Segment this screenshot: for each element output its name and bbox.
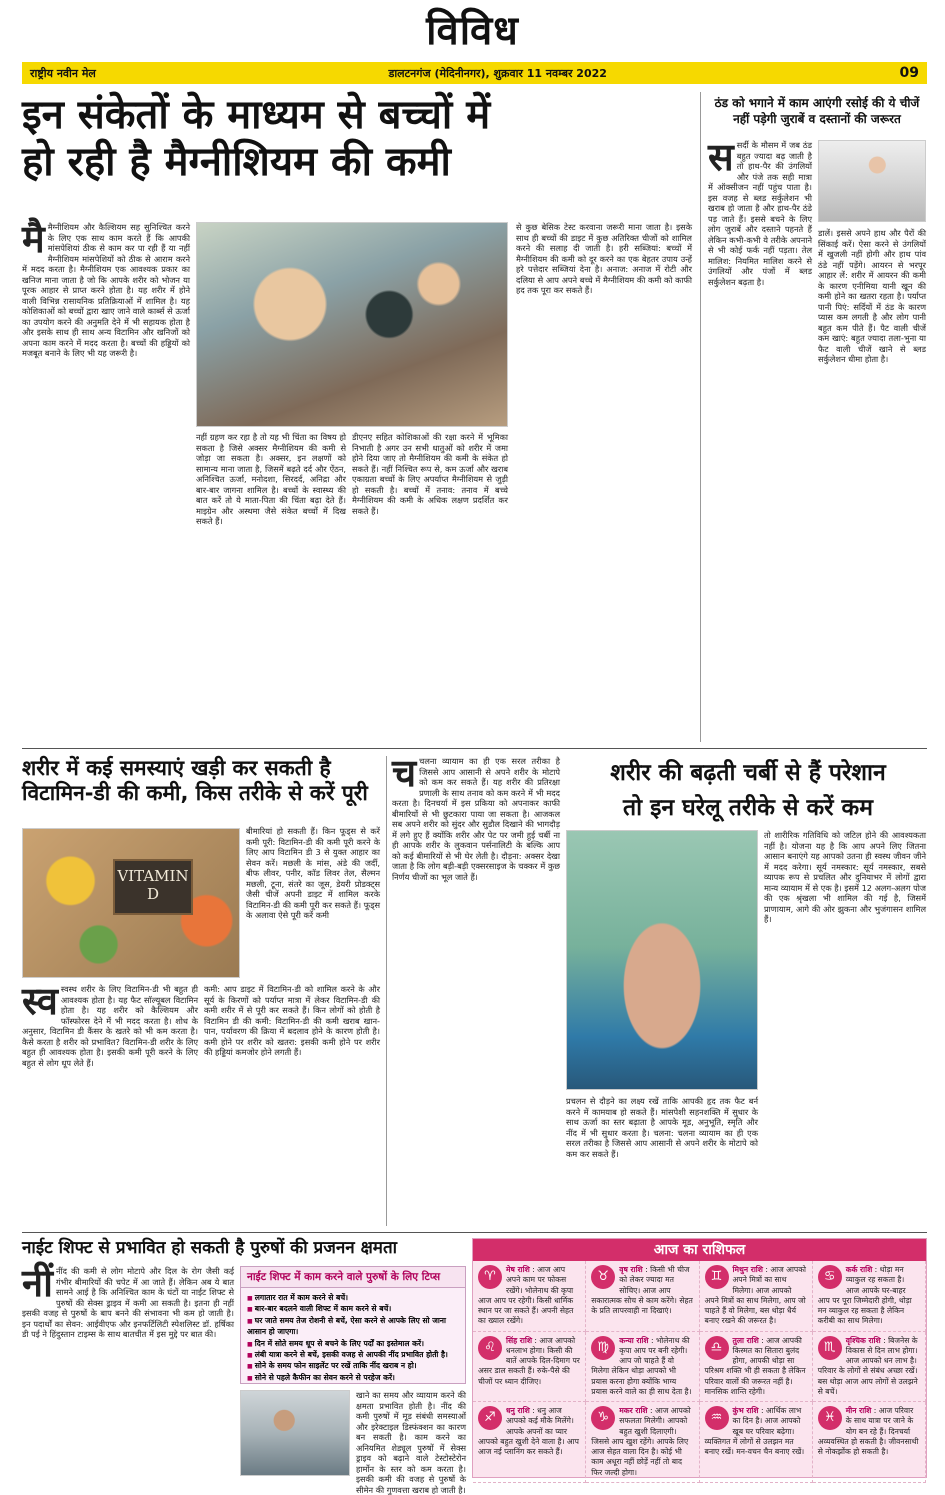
rashifal-title: आज का राशिफल [473, 1239, 926, 1261]
dropcap: नीं [22, 1260, 53, 1305]
magnesium-headline-line1: इन संकेतों के माध्यम से बच्चों में [22, 92, 491, 138]
rashi-cell-kanya: ♍ कन्या राशि : भोलेनाथ की कृपा आप पर बनी रहेगी। आप जो चाहते हैं वो मिलेगा लेकिन थोड़ा आपको भी प्रयास करना होगा क्योंकि भाग्य प्रयास करने वाले का ही साथ देता है। [586, 1332, 699, 1403]
rashi-text: थोड़ा मन व्याकुल रह सकता है। आज आपके घर-बाहर आप पर पूरा जिम्मेदारी होगी, थोड़ा मन व्याकुल रह सकता है लेकिन करीबी का साथ मिलेगा। [817, 1265, 912, 1326]
rashi-text: किसी भी चीज को लेकर ज्यादा मत सोचिए। आज आप सकारात्मक सोच से काम करेंगे। सेहत के प्रति लापरवाही ना दिखाएं। [591, 1265, 693, 1315]
rashi-text: आर्थिक लाभ का दिन है। आज आपको खूब घर परिवार बढ़ेगा। व्यक्तिगत में लोगों से उलझन मत बनाए रखें। मन-वचन चैन बनाए रखें। [704, 1406, 805, 1456]
section-divider [22, 748, 927, 749]
dropcap: च [392, 750, 417, 795]
dropcap: स [708, 134, 734, 179]
woman-blanket-photo [818, 140, 926, 222]
fat-headline-line1: शरीर की बढ़ती चर्बी से हैं परेशान [610, 760, 886, 786]
magnesium-headline [22, 92, 702, 186]
section-divider [22, 1232, 927, 1233]
rashi-name: सिंह राशि [506, 1335, 532, 1345]
cold-headline: ठंड को भगाने में काम आएंगी रसोई की ये चीजें नहीं पड़ेगी जुराबें व दस्तानों की जरूरत [714, 96, 920, 127]
fat-headline [568, 756, 928, 825]
masthead-bar [22, 62, 927, 84]
capricorn-icon: ♑ [591, 1406, 615, 1430]
rashi-cell-tula: ♎ तुला राशि : आज आपकी किस्मत का सितारा बुलंद होगा, आपकी थोड़ा सा परिश्रम शक्ति भी ही सकता है लेकिन परिवार वालों की जरूरत नहीं है। मानसिक शान्ति रहेगी। [700, 1332, 813, 1403]
rashi-name: कुंभ राशि [732, 1406, 759, 1415]
column-divider [700, 92, 701, 742]
cold-col1-text: सर्दी के मौसम में जब ठंड बहुत ज्यादा बढ़ जाती है तो हाथ-पैर की उंगलियों और पंजे तक सही मात्रा में ऑक्सीजन नहीं पहुंच पाता है। इस वजह से ब्लड सर्कुलेशन भी खराब हो जाता है और हाथ-पैर ठंडे पड़ जाते हैं। इससे बचने के लिए लोग जुराबें और दस्ताने पहनते हैं लेकिन कभी-कभी ये तरीके अपनाने से भी कोई फर्क नहीं पड़ता। तेल मालिश: नियमित मालिश करने से उंगलियों और पंजों में ब्लड सर्कुलेशन बढ़ता है। [708, 140, 812, 287]
tired-man-photo [240, 1390, 350, 1476]
pisces-icon: ♓ [818, 1406, 842, 1430]
night-column-2: खाने का समय और व्यायाम करने की क्षमता प्रभावित होती है। नींद की कमी पुरुषों में मूड संबंधी समस्याओं और इरेक्टाइल डिस्फंक्शन का कारण बन सकती है। काम करने का अनियमित शेड्यूल पुरुषों में सेक्स ड्राइव को बढ़ाने वाले टेस्टोस्टेरोन हार्मोन के स्तर को कम करता है। इसकी कमी की वजह से पुरुषों के सीमेन की गुणवत्ता खराब हो जाती है। [356, 1390, 466, 1495]
rashi-cell-kumbh: ♒ कुंभ राशि : आर्थिक लाभ का दिन है। आज आपको खूब घर परिवार बढ़ेगा। व्यक्तिगत में लोगों से उलझन मत बनाए रखें। मन-वचन चैन बनाए रखें। [700, 1402, 813, 1483]
night-headline: नाईट शिफ्ट से प्रभावित हो सकती है पुरुषों की प्रजनन क्षमता [22, 1238, 398, 1258]
rashi-cell-makar: ♑ मकर राशि : आज आपको सफलता मिलेगी। आपको बहुत खुशी दिलाएगी। जिससे आप खुश रहेंगे। आपके लिए आज सेहत वाला दिन है। कोई भी काम अधूरा नहीं छोड़ें नहीं तो बाद फिर जल्दी होगा। [586, 1402, 699, 1483]
rashi-name: वृश्चिक राशि [845, 1335, 881, 1345]
cold-column-1 [708, 134, 812, 740]
night-col1-text: नींद की कमी से लोग मोटापे और दिल के रोग जैसी कई गंभीर बीमारियों की चपेट में आ जाते हैं। लेकिन अब ये बात सामने आई है कि अनिश्चित काम के घंटों या नाईट शिफ्ट से पुरुषों की सेक्स ड्राइव में कमी आ सकती है। इतना ही नहीं इसकी वजह से पुरुषों के बाप बनने की संभावना भी कम हो जाती है। इन पदार्थों का सेवन: आईवीएफ और इनफर्टिलिटी स्पेशलिस्ट डॉ. हर्षिका डी पई ने हिंदुस्तान टाइम्स के साथ बातचीत में इस मुद्दे पर बात की। [22, 1266, 234, 1339]
rashi-cell-meen: ♓ मीन राशि : आज परिवार के साथ यात्रा पर जाने के योग बन रहे हैं। दिनचर्या अव्यवस्थित हो सकती है। जीवनसाथी से नोकझोंक हो सकती है। [813, 1402, 926, 1483]
section-title: विविध [426, 7, 519, 54]
tip-item: ■ घर जाते समय तेज रोशनी से बचें, ऐसा करने से आपके लिए सो जाना आसान हो जाएगा। [247, 1315, 459, 1338]
tip-item: ■ सोने के समय फोन साइलेंट पर रखें ताकि नींद खराब न हो। [247, 1360, 459, 1371]
rashi-name: धनु राशि [506, 1406, 530, 1415]
rashi-text: भोलेनाथ की कृपा आप पर बनी रहेगी। आप जो चाहते हैं वो मिलेगा लेकिन थोड़ा आपको भी प्रयास करना होगा क्योंकि भाग्य प्रयास करने वाले का ही साथ देता है। [591, 1335, 692, 1396]
rashi-name: कर्क राशि [845, 1265, 873, 1274]
dateline: डालटनगंज (मेदिनीनगर), शुक्रवार 11 नवम्बर 2022 [388, 66, 607, 80]
newspaper-logo: राष्ट्रीय नवीन मेल [30, 66, 96, 80]
rashi-text: बिजनेस के विकास से दिन लाभ होगा। आज आपको धन लाभ है। परिवार के लोगों से संबंध अच्छा रखें। बस थोड़ा आज आप लोगों से उलझने से बचें। [817, 1335, 918, 1396]
gemini-icon: ♊ [705, 1265, 729, 1289]
tips-list [241, 1288, 465, 1387]
vitd-headline-line1: शरीर में कई समस्याएं खड़ी कर सकती है [22, 756, 331, 780]
rashi-name: वृष राशि [619, 1265, 643, 1274]
tips-box [240, 1266, 466, 1384]
night-column-1 [22, 1260, 234, 1476]
vitd-col1-text: स्वस्थ शरीर के लिए विटामिन-डी भी बहुत ही आवश्यक होता है। यह फैट सॉल्यूबल विटामिन होता है। यह शरीर को कैल्शियम और फॉस्फोरस देने में भी मदद करता है। शोध के अनुसार, विटामिन डी कैंसर के खतरे को भी कम करता है। कैसे करता है शरीर को प्रभावित? विटामिन-डी शरीर के लिए बहुत ही आवश्यक होता है। इसकी कमी पूरी करने के लिए बहुत से लोग धूप लेते हैं। [22, 984, 198, 1068]
fat-column-mid: प्रचलन से दौड़ने का लक्ष्य रखें ताकि आपकी हृद तक फैट बर्न करने में कामयाब हो सकते हैं। मांसपेशी सहनशक्ति में सुधार के साथ ऊर्जा का स्तर बढ़ाता है आपके मूड, अनुभूति, स्मृति और नींद में भी सुधार करता है। चलना: चलना व्यायाम का ही एक सरल तरीका है जिससे आप आसानी से अपने शरीर के मोटापे को कम कर सकते हैं। [566, 1096, 758, 1159]
fat-headline-line2: तो इन घरेलू तरीके से करें कम [623, 794, 873, 821]
children-classroom-photo [196, 222, 508, 427]
taurus-icon: ♉ [591, 1265, 615, 1289]
rashi-name: मिथुन राशि [732, 1265, 763, 1274]
vitd-headline [22, 756, 382, 806]
leo-icon: ♌ [478, 1336, 502, 1360]
page-number: 09 [899, 65, 919, 81]
scorpio-icon: ♏ [818, 1336, 842, 1360]
fat-column-right: तो शारीरिक गतिविधि को जटिल होने की आवश्यकता नहीं है। योजना यह है कि आप अपने लिए जितना आसान बनाएंगे यह आपको उतना ही स्वस्थ जीवन जीने में मदद करेगा। सूर्य नमस्कार: सूर्य नमस्कार, सबसे व्यापक रूप से प्रचलित और दुनियाभर में लोगों द्वारा मान्य व्यायाम में से एक है। इसमें 12 अलग-अलग पोज की एक श्रृंखला भी शामिल की गई है, जिसमें प्राणायाम, आगे की ओर झुकना और भुजंगासन शामिल हैं। [764, 830, 926, 924]
dropcap: मै [22, 216, 45, 261]
magnesium-column-3: डीएनए सहित कोशिकाओं की रक्षा करने में भूमिका निभाती है अगर उन सभी धातुओं को शरीर में जमा होने दिया जाए तो मैग्नीशियम की कमी के संकेत हो सकते हैं। नहीं निश्चित रूप से, कम ऊर्जा और खराब एकाग्रता बच्चों के लिए अपर्याप्त मैग्नीशियम से जुड़ी हो सकती है। बच्चों में तनाव: तनाव में बच्चे मैग्नीशियम की कमी के अधिक लक्षण प्रदर्शित कर सकते हैं। [352, 432, 508, 516]
virgo-icon: ♍ [591, 1336, 615, 1360]
tip-item: ■ सोने से पहले कैफीन का सेवन करने से परहेज करें। [247, 1372, 459, 1383]
belly-fat-photo [566, 830, 758, 1090]
magnesium-column-2: नहीं ग्रहण कर रहा है तो यह भी चिंता का विषय हो सकता है जिसे अक्सर मैग्नीशियम की कमी से जोड़ा जा सकता है। अक्सर, इन लक्षणों को सामान्य माना जाता है, जिसमें बढ़ते दर्द और ऐंठन, अनिश्चित ऊर्जा, मनोदशा, सिरदर्द, अनिद्रा और बार-बार जागना शामिल है। बच्चों के स्वास्थ्य की बात करें तो ये माता-पिता की चिंता बढ़ा देते हैं। माइग्रेन और अस्थमा जैसे संकेत बच्चों में दिख सकते हैं। [196, 432, 346, 526]
rashi-name: तुला राशि [732, 1335, 759, 1345]
rashi-name: मकर राशि [619, 1406, 648, 1415]
rashi-text: आज आपको अपने मित्रों का साथ मिलेगा। आज आपको अपने मित्रों का साथ मिलेगा, आप जो चाहते हैं वो मिलेगा, बस थोड़ा धैर्य बनाए रखने की जरूरत है। [704, 1265, 806, 1326]
rashi-cell-vrish: ♉ वृष राशि : किसी भी चीज को लेकर ज्यादा मत सोचिए। आज आप सकारात्मक सोच से काम करेंगे। सेहत के प्रति लापरवाही ना दिखाएं। [586, 1261, 699, 1332]
vitd-column-1 [22, 978, 198, 1224]
rashi-text: आज परिवार के साथ यात्रा पर जाने के योग बन रहे हैं। दिनचर्या अव्यवस्थित हो सकती है। जीवनसाथी से नोकझोंक हो सकती है। [817, 1406, 919, 1456]
vitd-headline-line2: विटामिन-डी की कमी, किस तरीके से करें पूरी [22, 780, 368, 805]
rashi-cell-mesh: ♈ मेष राशि : आज आप अपने काम पर फोकस रखेंगे। भोलेनाथ की कृपा आज आप पर रहेगी। किसी धार्मिक स्थान पर जा सकते हैं। अपनी सेहत का ख्याल रखेंगे। [473, 1261, 586, 1332]
magnesium-column-4: से कुछ बेसिक टेस्ट करवाना जरूरी माना जाता है। इसके साथ ही बच्चों की डाइट में कुछ अतिरिक्त चीजों को शामिल करने की सलाह दी जाती है। हरी सब्जियां: बच्चों में मैग्नीशियम की कमी को दूर करने का एक बेहतर उपाय उन्हें हरे पत्तेदार सब्जियां देना है। अनाज: अनाज में रोटी और दलिया से आप अपने बच्चे में मैग्नीशियम की कमी को काफी हद तक पूरा कर सकते हैं। [516, 222, 692, 295]
magnesium-headline-line2: हो रही है मैग्नीशियम की कमी [22, 139, 451, 186]
aries-icon: ♈ [478, 1265, 502, 1289]
sagittarius-icon: ♐ [478, 1406, 502, 1430]
aquarius-icon: ♒ [705, 1406, 729, 1430]
magnesium-column-1 [22, 216, 190, 742]
rashi-cell-dhanu: ♐ धनु राशि : धनु आज आपको कई मौके मिलेंगे। आपके अपनों का प्यार आपको बहुत खुशी देने वाला है। आप आज नई प्लानिंग कर सकते हैं। [473, 1402, 586, 1483]
rashi-text: आज आपकी किस्मत का सितारा बुलंद होगा, आपकी थोड़ा सा परिश्रम शक्ति भी ही सकता है लेकिन परिवार वालों की जरूरत नहीं है। मानसिक शान्ति रहेगी। [704, 1335, 806, 1396]
tip-item: ■ दिन में सोते समय धूप से बचने के लिए पर्दों का इस्तेमाल करें। [247, 1338, 459, 1349]
rashi-name: मेष राशि [506, 1265, 530, 1274]
column-divider [386, 756, 387, 1226]
tip-item: ■ लगातार रात में काम करने से बचें। [247, 1292, 459, 1303]
rashi-cell-singh: ♌ सिंह राशि : आज आपको धनलाभ होगा। किसी की बातें आपके दिल-दिमाग पर असर डाल सकती हैं। रुके-पैसे की चीजों पर ध्यान दीजिए। [473, 1332, 586, 1403]
rashi-text: आज आपको सफलता मिलेगी। आपको बहुत खुशी दिलाएगी। जिससे आप खुश रहेंगे। आपके लिए आज सेहत वाला दिन है। कोई भी काम अधूरा नहीं छोड़ें नहीं तो बाद फिर जल्दी होगा। [591, 1406, 691, 1477]
rashi-name: मीन राशि [845, 1406, 872, 1415]
vitamin-d-foods-photo [22, 828, 240, 978]
vitamin-d-label: VITAMIN D [113, 859, 193, 915]
rashi-text: आज आपको धनलाभ होगा। किसी की बातें आपके दिल-दिमाग पर असर डाल सकती हैं। रुके-पैसे की चीजों पर ध्यान दीजिए। [478, 1335, 580, 1386]
cold-column-2: डालें। इससे अपने हाथ और पैरों की सिंकाई करें। ऐसा करने से उंगलियों में खुजली नहीं होगी और हाथ पांव ठंडे नहीं पड़ेंगे। आयरन से भरपूर आहार लें: शरीर में आयरन की कमी के कारण एनीमिया यानी खून की कमी होने का खतरा रहता है। पर्याप्त पानी पिएं: सर्दियों में ठंड के कारण प्यास कम लगती है और लोग पानी बहुत कम पीते हैं। पैट वाली चीजें कम खाएं: बहुत ज्यादा तला-भुना या फैट वाली चीजें खाने से ब्लड सर्कुलेशन धीमा होता है। [818, 228, 926, 364]
vitd-column-2: कमी: आप डाइट में विटामिन-डी को शामिल करने के और सूर्य के किरणों को पर्याप्त मात्रा में लेकर विटामिन-डी की कमी शरीर में से पूरी कर सकते हैं। किन लोगों को होती है विटामिन डी की कमी: विटामिन-डी की कमी खराब खान-पान, पर्यावरण की क्रिया में बदलाव होने के कारण होती है। कमी होने पर शरीर को खतरा: इसकी कमी होने पर शरीर की हड्डियां कमजोर होने लगती हैं। [204, 984, 380, 1057]
rashi-cell-mithun: ♊ मिथुन राशि : आज आपको अपने मित्रों का साथ मिलेगा। आज आपको अपने मित्रों का साथ मिलेगा, आप जो चाहते हैं वो मिलेगा, बस थोड़ा धैर्य बनाए रखने की जरूरत है। [700, 1261, 813, 1332]
tip-item: ■ लंबी यात्रा करने से बचें, इसकी वजह से आपकी नींद प्रभावित होती है। [247, 1349, 459, 1360]
tip-item: ■ बार-बार बदलने वाली शिफ्ट में काम करने से बचें। [247, 1303, 459, 1314]
fat-column-left [392, 750, 560, 1226]
rashifal-grid [473, 1261, 926, 1477]
magnesium-col1-text: मैग्नीशियम और कैल्शियम सह सुनिश्चित करने के लिए एक साथ काम करते हैं कि आपकी मांसपेशियां ठीक से काम कर पा रही हैं या नहीं मैग्नीशियम मांसपेशियों को ठीक से आराम करने में मदद करता है। मैग्नीशियम एक आवश्यक प्रकार का खनिज माना जाता है जो कि आपके शरीर को भोजन या पूरक आहार से प्राप्त करने होता है। यह शरीर में होने वाली विभिन्न रासायनिक प्रतिक्रियाओं में शामिल है। यह कोशिकाओं को बच्चों द्वारा खाए जाने वाले कार्ब्स से ऊर्जा का उपयोग करने की अनुमति देने में भी सहायक होता है और इसके साथ ही साथ अन्य विटामिन और खनिजों को अपना काम करने में मदद करता है। बच्चों की हड्डियों को मजबूत बनाने के लिए भी यह जरूरी है। [22, 222, 190, 358]
rashi-cell-vrishchik: ♏ वृश्चिक राशि : बिजनेस के विकास से दिन लाभ होगा। आज आपको धन लाभ है। परिवार के लोगों से संबंध अच्छा रखें। बस थोड़ा आज आप लोगों से उलझने से बचें। [813, 1332, 926, 1403]
rashi-name: कन्या राशि [619, 1335, 649, 1345]
rashi-text: धनु आज आपको कई मौके मिलेंगे। आपके अपनों का प्यार आपको बहुत खुशी देने वाला है। आप आज नई प्लानिंग कर सकते हैं। [478, 1406, 579, 1456]
cancer-icon: ♋ [818, 1265, 842, 1289]
libra-icon: ♎ [705, 1336, 729, 1360]
rashi-text: आज आप अपने काम पर फोकस रखेंगे। भोलेनाथ की कृपा आज आप पर रहेगी। किसी धार्मिक स्थान पर जा सकते हैं। अपनी सेहत का ख्याल रखेंगे। [478, 1265, 574, 1326]
fat-col-left-text: चलना व्यायाम का ही एक सरल तरीका है जिससे आप आसानी से अपने शरीर के मोटापे को कम कर सकते हैं। यह शरीर की प्रतिरक्षा प्रणाली के साथ तनाव को कम करने में भी मदद करता है। दिनचर्या में इस प्रकिया को अपनाकर काफी बीमारियों से भी छुटकारा पाया जा सकता है। आजकल सब अपने शरीर को सुंदर और सुडौल दिखाने की भागदौड़ में लगे हुए हैं क्योंकि शरीर और पेट पर जमी हुई चर्बी ना ही आपके शरीर के लुकवान पर्सनालिटी के बल्कि आप को कई बीमारियों से भी घेर लेती है। दौड़ना: अक्सर देखा जाता है कि लोग बड़ी-बड़ी एक्सरसाइज के चक्कर में कुछ निर्णय चीजों का भूल जाते हैं। [392, 756, 560, 882]
vitd-column-top-right: बीमारियां हो सकती हैं। किन फूड्स से करें कमी पूरी: विटामिन-डी की कमी पूरी करने के लिए आप विटामिन डी 3 से युक्त आहार का सेवन करें। मछली के मांस, अंडे की जर्दी, बीफ लीवर, पनीर, कॉड लिवर तेल, सैल्मन मछली, टूना, संतरे का जूस, डेयरी प्रोडक्ट्स जैसी चीजें अपनी डाइट में शामिल करके विटामिन-डी की कमी पूरी कर सकते हैं। फूड्स के अलावा ऐसे पूरी करें कमी [246, 826, 380, 920]
tips-title: नाईट शिफ्ट में काम करने वाले पुरुषों के लिए टिप्स [241, 1267, 465, 1288]
rashifal-panel [472, 1238, 927, 1478]
dropcap: स्व [22, 978, 58, 1023]
rashi-cell-kark: ♋ कर्क राशि : थोड़ा मन व्याकुल रह सकता है। आज आपके घर-बाहर आप पर पूरा जिम्मेदारी होगी, थोड़ा मन व्याकुल रह सकता है लेकिन करीबी का साथ मिलेगा। [813, 1261, 926, 1332]
